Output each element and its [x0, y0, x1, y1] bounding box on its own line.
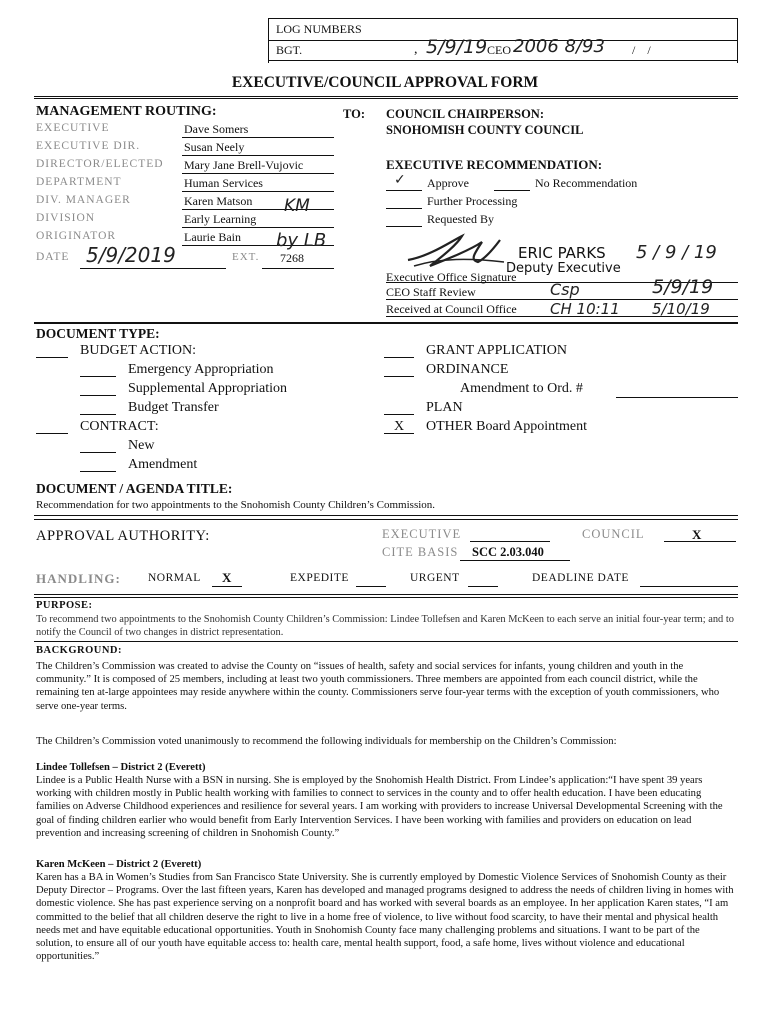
handling-normal: NORMAL: [148, 572, 201, 584]
signature-name-stamp: ERIC PARKS: [518, 244, 606, 262]
routing-underline: [182, 173, 334, 174]
handling-label: HANDLING:: [36, 571, 121, 586]
routing-value: Early Learning: [184, 212, 257, 226]
ceo-label: CEO: [487, 43, 511, 57]
ext-underline: [262, 268, 334, 269]
received-date: 5/10/19: [652, 300, 710, 318]
transfer-blank: [80, 414, 116, 415]
budget-action-label: BUDGET ACTION:: [80, 343, 197, 358]
no-rec-blank: [494, 190, 530, 191]
title-rule: [34, 96, 738, 99]
purpose-rule: [34, 641, 738, 642]
grant-blank: [384, 357, 414, 358]
doc-type-heading: DOCUMENT TYPE:: [36, 326, 160, 341]
budget-action-blank: [36, 357, 68, 358]
bgt-label: BGT.: [276, 43, 303, 57]
routing-initials-km: KM: [284, 196, 310, 216]
no-rec-label: No Recommendation: [535, 176, 638, 190]
routing-label: DIVISION: [36, 212, 96, 224]
agenda-heading: DOCUMENT / AGENDA TITLE:: [36, 481, 233, 496]
routing-value: Laurie Bain: [184, 230, 241, 244]
new-label: New: [128, 438, 155, 453]
supplemental-blank: [80, 395, 116, 396]
handling-urgent: URGENT: [410, 572, 460, 584]
approval-council-label: COUNCIL: [582, 527, 645, 541]
exec-rec-heading: EXECUTIVE RECOMMENDATION:: [386, 157, 603, 172]
plan-label: PLAN: [426, 400, 463, 415]
council-chairperson: COUNCIL CHAIRPERSON:: [386, 107, 545, 121]
routing-value: Susan Neely: [184, 140, 245, 154]
new-blank: [80, 452, 116, 453]
date-handwritten: 5/9/2019: [86, 243, 176, 267]
routing-underline: [182, 209, 334, 210]
emergency-blank: [80, 376, 116, 377]
cite-basis-underline: [460, 560, 570, 561]
amend-ord-label: Amendment to Ord. #: [460, 381, 583, 396]
ext-value: 7268: [280, 251, 304, 265]
handling-rule: [34, 594, 738, 595]
exec-sig-label: Executive Office Signature: [386, 270, 517, 284]
routing-label: DEPARTMENT: [36, 176, 122, 188]
candidate-2-name: Karen McKeen – District 2 (Everett): [36, 859, 202, 870]
received-initials: CH 10:11: [550, 300, 620, 318]
candidate-1-name: Lindee Tollefsen – District 2 (Everett): [36, 762, 206, 773]
routing-value: Dave Somers: [184, 122, 249, 136]
ceo-review-date: 5/9/19: [652, 276, 714, 298]
date-label: DATE: [36, 251, 70, 263]
supplemental-label: Supplemental Appropriation: [128, 381, 288, 396]
section-rule: [34, 322, 738, 324]
ext-label: EXT.: [232, 251, 260, 263]
log-divider: [268, 40, 737, 41]
routing-underline: [182, 155, 334, 156]
further-label: Further Processing: [427, 194, 518, 208]
approval-executive-label: EXECUTIVE: [382, 527, 462, 541]
plan-blank: [384, 414, 414, 415]
approval-heading: APPROVAL AUTHORITY:: [36, 528, 210, 544]
handling-normal-mark: X: [222, 570, 232, 585]
routing-value: Mary Jane Brell-Vujovic: [184, 158, 304, 172]
approve-label: Approve: [427, 176, 469, 190]
background-p2: The Children’s Commission voted unanimously to recommend the following individuals for membership on the Children’s Commission:: [36, 736, 617, 747]
candidate-1-text: Lindee is a Public Health Nurse with a BSN in nursing. She is employed by the Snohomish Health District. From Lindee’s application:“I have spent 39 years working with children mostly in Public health working with families to connect to services in the county and to offer health education. I have been educating families on Adverse Childhood experiences and resilience for several years. I am working with providers to increase Universal Developmental Screening with the goal of finding children earlier who would benefit from Early Intervention Services. I have been working with families and providers on education on lead prevention and increasing screening of children in Snohomish County.”: [36, 775, 723, 839]
urgent-blank: [468, 586, 498, 587]
approve-blank: [386, 190, 422, 191]
amend-ord-blank: [616, 397, 738, 398]
bgt-comma: ,: [414, 42, 418, 57]
routing-label: DIRECTOR/ELECTED: [36, 158, 164, 170]
approval-council-blank: [664, 541, 736, 542]
log-bottom-rule: [268, 60, 737, 61]
routing-underline: [182, 227, 334, 228]
deadline-blank: [640, 586, 738, 587]
form-title: EXECUTIVE/COUNCIL APPROVAL FORM: [231, 74, 539, 91]
routing-label: EXECUTIVE: [36, 122, 110, 134]
routing-label: ORIGINATOR: [36, 230, 117, 242]
agenda-rule: [34, 515, 738, 516]
routing-label: EXECUTIVE DIR.: [36, 140, 141, 152]
transfer-label: Budget Transfer: [128, 400, 219, 415]
amendment-blank: [80, 471, 116, 472]
routing-label: DIV. MANAGER: [36, 194, 131, 206]
background-heading: BACKGROUND:: [36, 645, 122, 656]
agenda-rule-2: [34, 519, 738, 520]
bgt-handwritten-date: 5/9/19: [426, 36, 488, 58]
log-numbers-label: LOG NUMBERS: [276, 22, 362, 36]
ordinance-blank: [384, 376, 414, 377]
other-label: OTHER Board Appointment: [426, 419, 587, 434]
contract-blank: [36, 433, 68, 434]
expedite-blank: [356, 586, 386, 587]
handling-expedite: EXPEDITE: [290, 572, 349, 584]
amendment-label: Amendment: [128, 457, 198, 472]
signature-title-stamp: Deputy Executive: [506, 261, 621, 276]
date-underline: [80, 268, 226, 269]
other-blank: [384, 433, 414, 434]
routing-underline: [182, 191, 334, 192]
received-label: Received at Council Office: [386, 302, 517, 316]
ordinance-label: ORDINANCE: [426, 362, 509, 377]
handling-rule-2: [34, 597, 738, 598]
cite-basis-label: CITE BASIS: [382, 545, 459, 559]
council-name: SNOHOMISH COUNTY COUNCIL: [386, 123, 584, 137]
routing-value: Human Services: [184, 176, 263, 190]
approval-executive-blank: [470, 541, 550, 542]
contract-label: CONTRACT:: [80, 419, 159, 434]
approve-check: ✓: [394, 172, 406, 188]
signature-date: 5 / 9 / 19: [636, 242, 717, 263]
purpose-heading: PURPOSE:: [36, 600, 93, 611]
routing-heading: MANAGEMENT ROUTING:: [36, 104, 217, 119]
requested-label: Requested By: [427, 212, 494, 226]
requested-blank: [386, 226, 422, 227]
purpose-text: To recommend two appointments to the Snohomish County Children’s Commission: Lindee Tollefsen and Karen McKeen to each serve an initial four-year term; and to notify the Council of two changes in district representation.: [36, 614, 734, 639]
background-p1: The Children’s Commission was created to advise the County on “issues of health, safety and social services for infants, young children and youth in the community.” It is composed of 25 members, including at least two youth commissioners. Three members are appointed from each council district, while the remaining ten at-large appointees may reside anywhere within the county. Commissioners serve four-year terms with the exception of youth commissioners, who serve one-year terms.: [36, 661, 720, 712]
log-slashes: / /: [632, 43, 651, 57]
ceo-review-initials: Csp: [550, 280, 580, 299]
routing-underline: [182, 137, 334, 138]
other-mark: X: [394, 419, 405, 434]
ceo-review-label: CEO Staff Review: [386, 285, 476, 299]
grant-label: GRANT APPLICATION: [426, 343, 567, 358]
cite-basis-value: SCC 2.03.040: [472, 545, 544, 559]
handling-deadline: DEADLINE DATE: [532, 572, 629, 584]
further-blank: [386, 208, 422, 209]
executive-signature: [400, 228, 510, 272]
ceo-handwritten-number: 2006 8/93: [513, 36, 605, 57]
agenda-text: Recommendation for two appointments to the Snohomish County Children’s Commission.: [36, 499, 436, 511]
approval-council-mark: X: [692, 527, 702, 542]
normal-blank: [212, 586, 242, 587]
to-label: TO:: [343, 107, 365, 121]
routing-initials-lb: by LB: [276, 230, 327, 251]
candidate-2-text: Karen has a BA in Women’s Studies from San Francisco State University. She is currently employed by Domestic Violence Services of Snohomish County as their Deputy Director – Programs. Over the last fifteen years, Karen has developed and managed programs designed to address the needs of children living in homes with domestic violence. She has past experience serving on a nonprofit board and has worked with several boards as an employee. In her application Karen states, “I am committed to the belief that all children deserve the right to live in a home free of violence, to live without food scarcity, to have their mental and physical health needs met and have equitable educational opportunities. Youth in Snohomish County face many challenging problems and situations. I want to be part of the solution, to ensure all of our youth have equitable access to: health care, mental health support, food, a safe home, lives without violence and educational opportunities.”: [36, 872, 734, 963]
received-underline: [386, 316, 738, 317]
emergency-label: Emergency Appropriation: [128, 362, 274, 377]
routing-value: Karen Matson: [184, 194, 253, 208]
